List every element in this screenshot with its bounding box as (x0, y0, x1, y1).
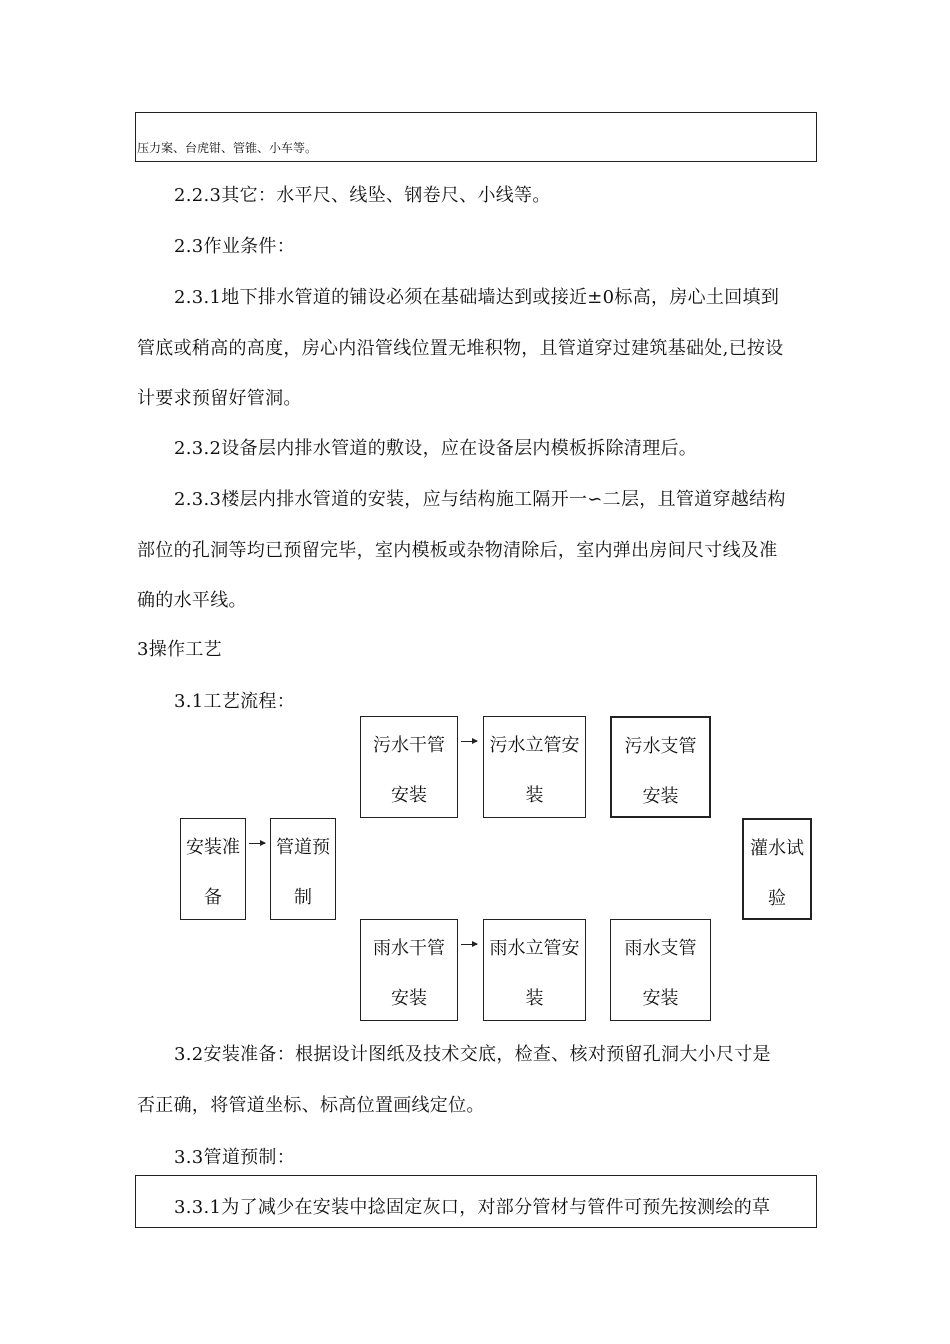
flow-box-pipe-prefab (270, 818, 336, 920)
para-3-3-heading: 3.3管道预制： (174, 1147, 296, 1168)
flow-box-text: 雨水支管 (624, 938, 697, 959)
flow-box-text: 验 (768, 888, 786, 909)
flow-box-text: 制 (294, 887, 312, 908)
flow-box-sewage-main (360, 716, 458, 818)
flow-box-text: 安装 (391, 785, 427, 806)
flow-box-sewage-branch (610, 716, 711, 818)
flow-box-rain-riser (483, 919, 586, 1021)
flow-box-rain-branch (610, 919, 711, 1021)
para-3-3-1: 3.3.1为了减少在安装中捻固定灰口，对部分管材与管件可预先按测绘的草 (174, 1197, 771, 1218)
para-2-3-1-line1: 2.3.1地下排水管道的铺设必须在基础墙达到或接近±0标高，房心土回填到 (174, 287, 780, 308)
top-table-text: 压力案、台虎钳、管锥、小车等。 (137, 141, 318, 155)
para-2-3-heading: 2.3作业条件： (174, 236, 296, 257)
para-2-3-3-line2: 部位的孔洞等均已预留完毕，室内模板或杂物清除后，室内弹出房间尺寸线及准 (137, 540, 778, 561)
flow-box-sewage-riser (483, 716, 586, 818)
flow-box-water-test (742, 818, 812, 920)
flow-box-text: 安装 (642, 988, 679, 1009)
flow-box-text: 安装准 (186, 837, 240, 858)
para-2-3-1-line2: 管底或稍高的高度，房心内沿管线位置无堆积物，且管道穿过建筑基础处,已按设 (137, 338, 784, 359)
flow-box-text: 管道预 (276, 837, 330, 858)
flow-box-text: 安装 (642, 786, 679, 807)
flow-arrow (461, 741, 477, 742)
flow-box-text: 装 (525, 785, 544, 806)
para-3-2-line2: 否正确，将管道坐标、标高位置画线定位。 (137, 1095, 485, 1116)
flow-box-text: 灌水试 (750, 838, 804, 859)
flow-box-text: 装 (525, 988, 544, 1009)
para-3-2-line1: 3.2安装准备：根据设计图纸及技术交底，检查、核对预留孔洞大小尺寸是 (174, 1044, 771, 1065)
flow-box-rain-main (360, 919, 458, 1021)
flow-arrow (249, 843, 265, 844)
para-2-3-3-line1: 2.3.3楼层内排水管道的安装，应与结构施工隔开一∽二层，且管道穿越结构 (174, 489, 786, 510)
para-2-3-3-line3: 确的水平线。 (137, 590, 247, 611)
para-2-3-1-line3: 计要求预留好管洞。 (137, 388, 302, 409)
flow-box-text: 污水支管 (624, 736, 697, 757)
flow-arrow (461, 944, 477, 945)
top-table-cell (135, 112, 817, 162)
flow-box-text: 雨水干管 (373, 938, 445, 959)
flow-box-install-prep (180, 818, 246, 920)
flow-box-text: 雨水立管安 (489, 938, 580, 959)
flow-box-text: 备 (204, 887, 222, 908)
para-3-1: 3.1工艺流程： (174, 691, 296, 712)
section-3-heading: 3操作工艺 (137, 639, 222, 660)
para-2-2-3: 2.2.3其它：水平尺、线坠、钢卷尺、小线等。 (174, 185, 551, 206)
flow-box-text: 污水立管安 (489, 735, 580, 756)
para-2-3-2: 2.3.2设备层内排水管道的敷设，应在设备层内模板拆除清理后。 (174, 438, 698, 459)
flow-box-text: 污水干管 (373, 735, 445, 756)
flow-box-text: 安装 (391, 988, 427, 1009)
